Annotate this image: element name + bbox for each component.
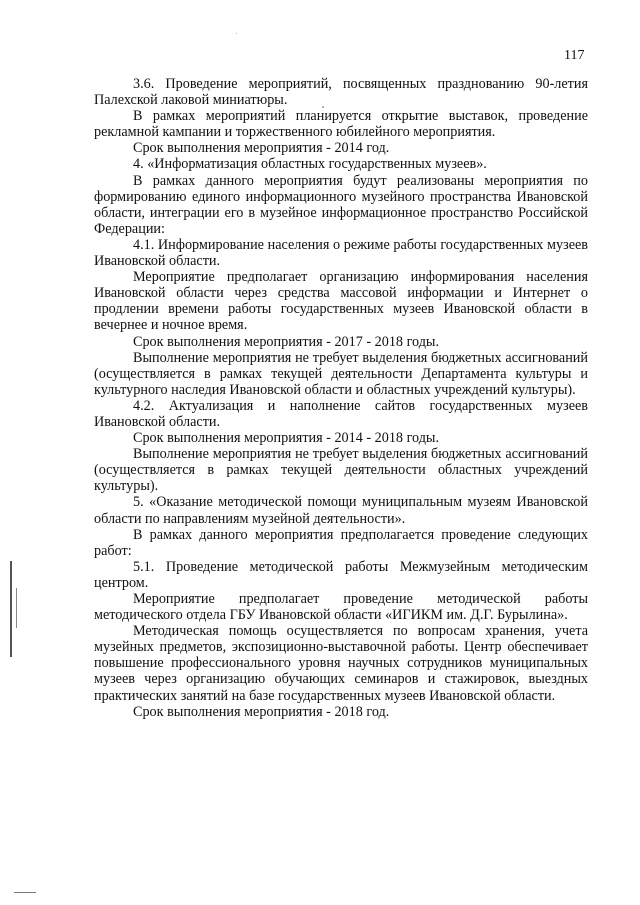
paragraph-3-6-heading: 3.6. Проведение мероприятий, посвященных празднованию 90-летия Палехской лаковой миниатюры. xyxy=(94,76,588,109)
paragraph-4-1-description: Мероприятие предполагает организацию информирования населения Ивановской области через средства массовой информации и Интернет о продлении времени работы государственных музеев Ивановской области в вечернее и ночное время. xyxy=(94,269,588,334)
paragraph-5-1-description: Мероприятие предполагает проведение методической работы методического отдела ГБУ Ивановской области «ИГИКМ им. Д.Г. Бурылина». xyxy=(94,591,588,624)
paragraph-3-6-deadline: Срок выполнения мероприятия - 2014 год. xyxy=(133,140,390,157)
left-margin-scan-mark-secondary xyxy=(16,588,17,628)
paragraph-4-2-funding: Выполнение мероприятия не требует выделения бюджетных ассигнований (осуществляется в рамках текущей деятельности областных учреждений культуры). xyxy=(94,446,588,495)
paragraph-5-1-details: Методическая помощь осуществляется по вопросам хранения, учета музейных предметов, экспозиционно-выставочной работы. Центр обеспечивает повышение профессионального уровня научных сотрудников муниципальных музеев через организацию обучающих семинаров и стажировок, выездных практических занятий на базе государственных музеев Ивановской области. xyxy=(94,623,588,704)
paragraph-4-1-heading: 4.1. Информирование населения о режиме работы государственных музеев Ивановской области. xyxy=(94,236,588,270)
bottom-left-scan-line xyxy=(14,892,36,893)
paragraph-4-2-deadline: Срок выполнения мероприятия - 2014 - 2018 годы. xyxy=(133,430,440,447)
paragraph-4-heading: 4. «Информатизация областных государственных музеев». xyxy=(133,156,487,173)
paragraph-4-description: В рамках данного мероприятия будут реализованы мероприятия по формированию единого информационного музейного пространства Ивановской области, интеграции его в музейное информационное пространство Российской Федерации: xyxy=(94,172,588,237)
paragraph-5-heading: 5. «Оказание методической помощи муниципальным музеям Ивановской области по направлениям музейной деятельности». xyxy=(94,494,588,527)
paragraph-5-1-deadline: Срок выполнения мероприятия - 2018 год. xyxy=(133,703,390,720)
paragraph-4-1-funding: Выполнение мероприятия не требует выделения бюджетных ассигнований (осуществляется в рамках текущей деятельности Департамента культуры и культурного наследия Ивановской области и областных учреждений культуры). xyxy=(94,349,588,398)
page-number: 117 xyxy=(564,48,585,63)
paragraph-5-1-heading: 5.1. Проведение методической работы Межмузейным методическим центром. xyxy=(94,558,588,591)
scan-speck-top xyxy=(236,33,237,34)
paragraph-5-intro: В рамках данного мероприятия предполагается проведение следующих работ: xyxy=(94,526,588,559)
paragraph-4-2-heading: 4.2. Актуализация и наполнение сайтов государственных музеев Ивановской области. xyxy=(94,397,588,430)
document-body xyxy=(94,76,588,720)
left-margin-scan-mark xyxy=(10,561,12,657)
paragraph-4-1-deadline: Срок выполнения мероприятия - 2017 - 2018 годы. xyxy=(133,333,440,350)
scan-speck xyxy=(322,106,324,108)
paragraph-3-6-description: В рамках мероприятий планируется открытие выставок, проведение рекламной кампании и торжественного юбилейного мероприятия. xyxy=(94,108,588,141)
